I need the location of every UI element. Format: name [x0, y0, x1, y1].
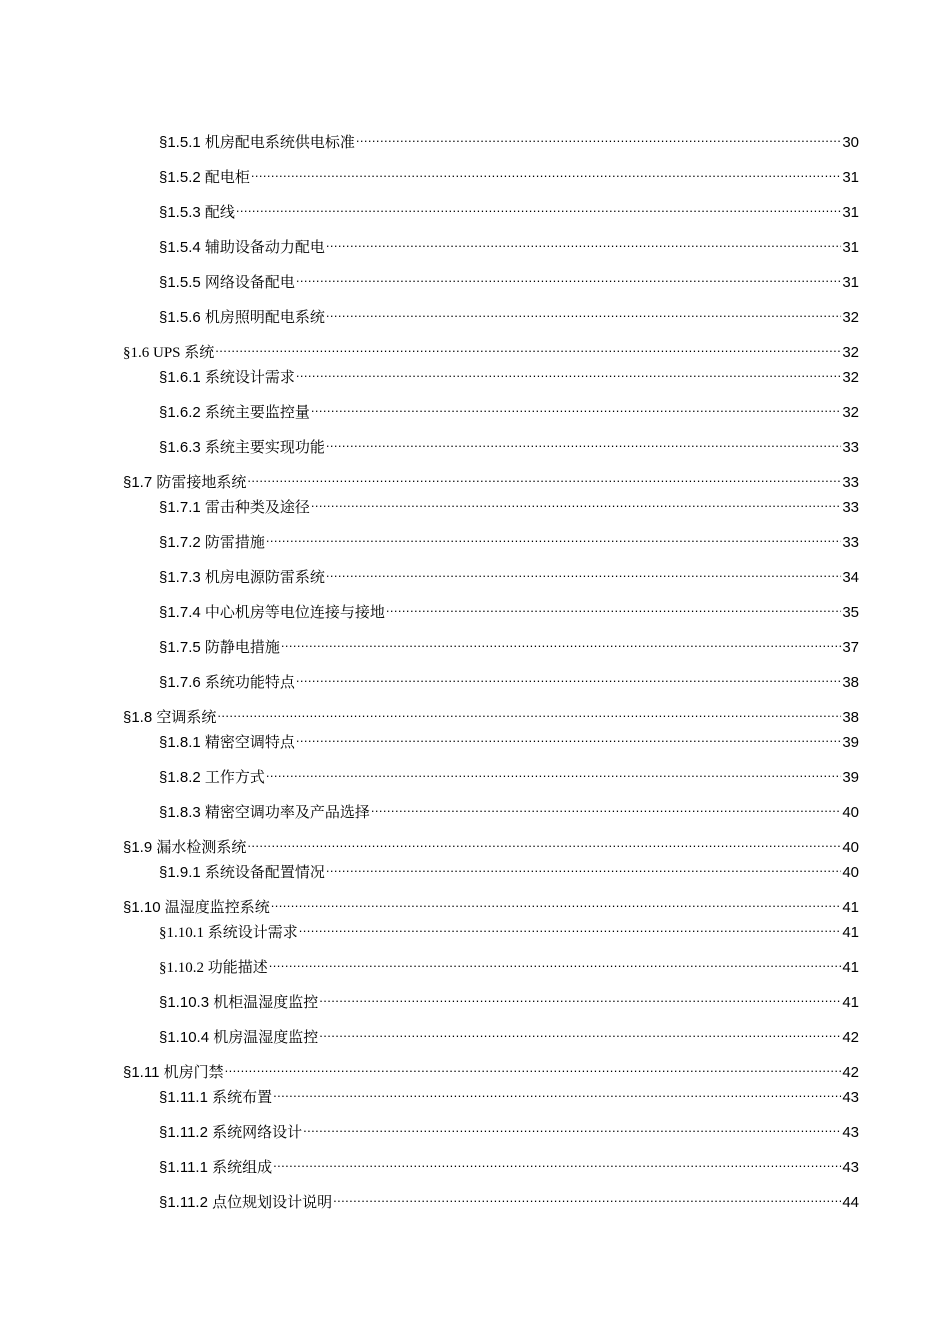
toc-dot-leader: [217, 702, 841, 722]
toc-dot-leader: [311, 397, 841, 417]
toc-page-number: 38: [842, 709, 859, 726]
toc-dot-leader: [247, 832, 841, 852]
toc-dot-leader: [319, 1022, 841, 1042]
toc-entry-title: §1.11.1 系统组成: [159, 1159, 273, 1176]
toc-dot-leader: [386, 597, 841, 617]
toc-dot-leader: [273, 1082, 841, 1102]
toc-entry[interactable]: [159, 987, 859, 1011]
toc-entry-title: §1.11.1 系统布置: [159, 1089, 273, 1106]
toc-page-number: 30: [842, 134, 859, 151]
toc-dot-leader: [296, 727, 841, 747]
toc-section-entry[interactable]: [123, 1057, 859, 1081]
toc-page-number: 41: [842, 924, 859, 941]
toc-page-number: 42: [842, 1064, 859, 1081]
toc-dot-leader: [371, 797, 841, 817]
toc-entry-title: §1.7.1 雷击种类及途径: [159, 499, 310, 516]
toc-entry-title: §1.6.2 系统主要监控量: [159, 404, 310, 421]
toc-entry[interactable]: [159, 232, 859, 256]
toc-page-number: 43: [842, 1089, 859, 1106]
toc-entry[interactable]: [159, 727, 859, 751]
toc-dot-leader: [326, 302, 841, 322]
toc-page-number: 32: [842, 369, 859, 386]
toc-page-number: 33: [842, 474, 859, 491]
toc-section-entry[interactable]: [123, 467, 859, 491]
toc-page-number: 32: [842, 309, 859, 326]
toc-entry[interactable]: [159, 632, 859, 656]
toc-dot-leader: [299, 917, 842, 937]
toc-dot-leader: [326, 562, 841, 582]
toc-dot-leader: [215, 337, 841, 357]
toc-entry-title: §1.8 空调系统: [123, 709, 217, 726]
toc-entry-title: §1.6.3 系统主要实现功能: [159, 439, 325, 456]
toc-entry-title: §1.5.1 机房配电系统供电标准: [159, 134, 355, 151]
toc-entry-title: §1.10.3 机柜温湿度监控: [159, 994, 319, 1011]
toc-dot-leader: [273, 1152, 841, 1172]
toc-entry-title: §1.10.1 系统设计需求: [159, 925, 298, 941]
toc-entry-title: §1.11.2 系统网络设计: [159, 1124, 303, 1141]
toc-entry-title: §1.5.5 网络设备配电: [159, 274, 295, 291]
toc-entry-title: §1.7 防雷接地系统: [123, 474, 247, 491]
toc-entry-title: §1.11 机房门禁: [123, 1064, 224, 1081]
toc-entry[interactable]: [159, 527, 859, 551]
toc-entry[interactable]: [159, 1022, 859, 1046]
toc-dot-leader: [319, 987, 841, 1007]
toc-entry-title: §1.10.4 机房温湿度监控: [159, 1029, 319, 1046]
toc-page-number: 39: [842, 769, 859, 786]
toc-entry[interactable]: [159, 857, 859, 881]
toc-section-entry[interactable]: [123, 892, 859, 916]
toc-entry[interactable]: [159, 667, 859, 691]
toc-entry-title: §1.7.5 防静电措施: [159, 639, 280, 656]
toc-dot-leader: [303, 1117, 841, 1137]
toc-dot-leader: [271, 892, 842, 912]
toc-dot-leader: [326, 857, 841, 877]
toc-page-number: 31: [842, 169, 859, 186]
toc-section-entry[interactable]: [123, 832, 859, 856]
toc-dot-leader: [311, 492, 841, 512]
toc-dot-leader: [269, 952, 842, 972]
toc-entry-title: §1.5.6 机房照明配电系统: [159, 309, 325, 326]
toc-entry[interactable]: [159, 492, 859, 516]
toc-entry[interactable]: [159, 267, 859, 291]
toc-entry[interactable]: [159, 1082, 859, 1106]
toc-dot-leader: [266, 527, 841, 547]
toc-entry-title: §1.6 UPS 系统: [123, 345, 215, 361]
toc-entry-title: §1.6.1 系统设计需求: [159, 369, 295, 386]
toc-page-number: 44: [842, 1194, 859, 1211]
toc-page-number: 40: [842, 804, 859, 821]
toc-page-number: 31: [842, 204, 859, 221]
toc-dot-leader: [247, 467, 841, 487]
toc-entry[interactable]: [159, 432, 859, 456]
toc-entry-title: §1.5.4 辅助设备动力配电: [159, 239, 325, 256]
toc-entry[interactable]: [159, 917, 859, 941]
toc-dot-leader: [326, 432, 841, 452]
toc-entry[interactable]: [159, 197, 859, 221]
toc-entry-title: §1.9.1 系统设备配置情况: [159, 864, 325, 881]
toc-dot-leader: [296, 267, 841, 287]
toc-entry-title: §1.8.2 工作方式: [159, 769, 265, 786]
toc-entry-title: §1.8.1 精密空调特点: [159, 734, 295, 751]
toc-page-number: 35: [842, 604, 859, 621]
toc-entry-title: §1.8.3 精密空调功率及产品选择: [159, 804, 370, 821]
toc-page-number: 38: [842, 674, 859, 691]
toc-page-number: 41: [842, 959, 859, 976]
toc-entry[interactable]: [159, 1152, 859, 1176]
toc-dot-leader: [326, 232, 841, 252]
toc-page-number: 42: [842, 1029, 859, 1046]
toc-entry[interactable]: [159, 362, 859, 386]
toc-page-number: 33: [842, 534, 859, 551]
toc-dot-leader: [356, 127, 841, 147]
toc-entry[interactable]: [159, 162, 859, 186]
toc-page-number: 41: [842, 899, 859, 916]
toc-section-entry[interactable]: [123, 337, 859, 361]
toc-dot-leader: [281, 632, 841, 652]
toc-entry-title: §1.11.2 点位规划设计说明: [159, 1194, 333, 1211]
toc-entry[interactable]: [159, 397, 859, 421]
toc-dot-leader: [333, 1187, 841, 1207]
toc-page-number: 31: [842, 274, 859, 291]
toc-page-number: 32: [842, 344, 859, 361]
toc-entry[interactable]: [159, 1187, 859, 1211]
toc-dot-leader: [225, 1057, 842, 1077]
toc-page-number: 33: [842, 499, 859, 516]
toc-page-number: 34: [842, 569, 859, 586]
toc-page-number: 40: [842, 839, 859, 856]
toc-entry-title: §1.5.2 配电柜: [159, 169, 250, 186]
toc-page-number: 32: [842, 404, 859, 421]
toc-entry-title: §1.9 漏水检测系统: [123, 839, 247, 856]
toc-page-number: 43: [842, 1159, 859, 1176]
toc-dot-leader: [296, 362, 841, 382]
toc-page-number: 41: [842, 994, 859, 1011]
toc-entry-title: §1.10 温湿度监控系统: [123, 899, 270, 916]
toc-entry-title: §1.10.2 功能描述: [159, 960, 268, 976]
toc-dot-leader: [296, 667, 841, 687]
toc-entry[interactable]: [159, 302, 859, 326]
toc-entry[interactable]: [159, 597, 859, 621]
toc-entry-title: §1.7.2 防雷措施: [159, 534, 265, 551]
toc-entry-title: §1.7.6 系统功能特点: [159, 674, 295, 691]
toc-entry-title: §1.7.3 机房电源防雷系统: [159, 569, 325, 586]
toc-entry[interactable]: [159, 797, 859, 821]
toc-page-number: 40: [842, 864, 859, 881]
toc-dot-leader: [251, 162, 841, 182]
toc-section-entry[interactable]: [123, 702, 859, 726]
toc-page-number: 39: [842, 734, 859, 751]
toc-entry[interactable]: [159, 1117, 859, 1141]
toc-dot-leader: [266, 762, 841, 782]
toc-entry[interactable]: [159, 127, 859, 151]
toc-page-number: 33: [842, 439, 859, 456]
toc-entry-title: §1.5.3 配线: [159, 204, 235, 221]
toc-entry[interactable]: [159, 562, 859, 586]
toc-page-number: 43: [842, 1124, 859, 1141]
toc-page-number: 31: [842, 239, 859, 256]
toc-entry[interactable]: [159, 952, 859, 976]
toc-page-number: 37: [842, 639, 859, 656]
toc-entry-title: §1.7.4 中心机房等电位连接与接地: [159, 604, 385, 621]
toc-dot-leader: [236, 197, 841, 217]
toc-entry[interactable]: [159, 762, 859, 786]
